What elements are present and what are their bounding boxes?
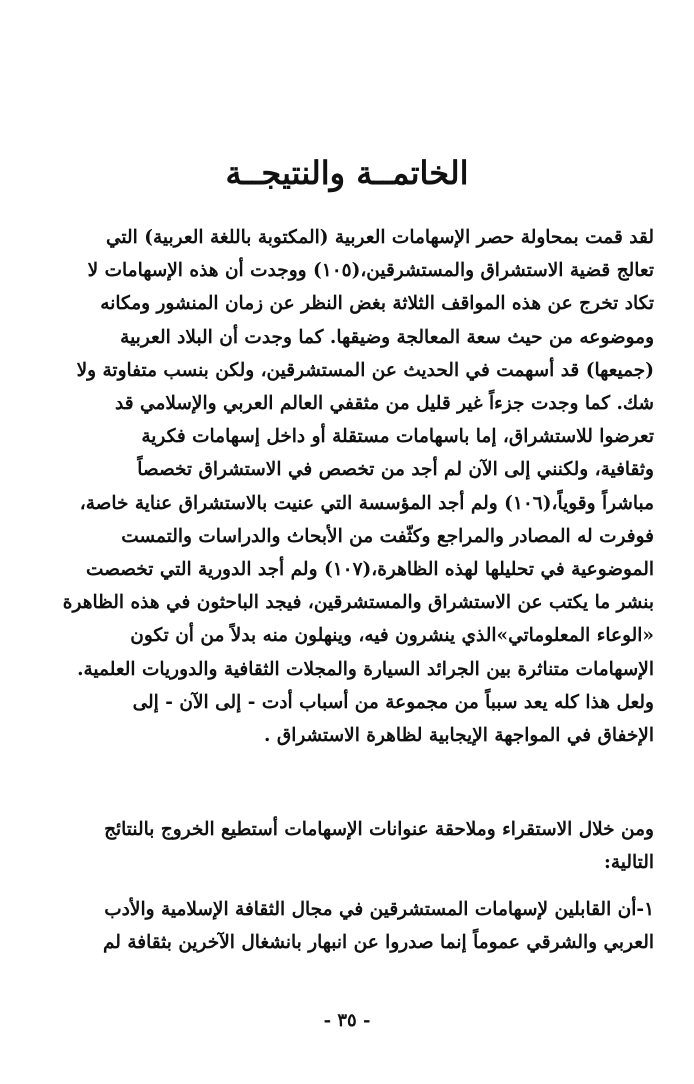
- text-line: «الوعاء المعلوماتي»الذي ينشرون فيه، وينهلون منه بدلاً من أن تكون: [130, 625, 654, 647]
- text-line: (جميعها) قد أسهمت في الحديث عن المستشرقين، ولكن بنسب متفاوتة ولا: [76, 359, 654, 381]
- text-line: ولعل هذا كله يعد سبباً من مجموعة من أسباب أدت - إلى الآن - إلى: [132, 691, 654, 713]
- text-line: تعالج قضية الاستشراق والمستشرقين،(١٠٥) ووجدت أن هذه الإسهامات لا: [87, 260, 654, 282]
- page-number: - ٣٥ -: [323, 1010, 371, 1031]
- page-title: الخاتمــة والنتيجــة: [225, 154, 469, 193]
- text-line: الإسهامات متناثرة بين الجرائد السيارة والمجلات الثقافية والدوريات العلمية.: [77, 658, 654, 680]
- text-line: شك. كما وجدت جزءاً غير قليل من مثقفي العالم العربي والإسلامي قد: [115, 393, 654, 415]
- text-line: تكاد تخرج عن هذه المواقف الثلاثة بغض النظر عن زمان المنشور ومكانه: [100, 293, 654, 315]
- paragraph-results-intro: [42, 813, 654, 879]
- text-line: الإخفاق في المواجهة الإيجابية لظاهرة الاستشراق .: [263, 725, 654, 747]
- text-line: بنشر ما يكتب عن الاستشراق والمستشرقين، فيجد الباحثون في هذه الظاهرة: [62, 592, 654, 614]
- text-line: التالية:: [604, 852, 654, 874]
- text-line: ١-أن القابلين لإسهامات المستشرقين في مجال الثقافة الإسلامية والأدب: [104, 899, 654, 920]
- text-line: لقد قمت بمحاولة حصر الإسهامات العربية (المكتوبة باللغة العربية) التي: [106, 227, 654, 248]
- text-line: تعرضوا للاستشراق، إما باسهامات مستقلة أو داخل إسهامات فكرية: [141, 426, 654, 448]
- paragraph-intro: [42, 221, 654, 752]
- paragraph-result-1: [42, 893, 654, 959]
- text-line: فوفرت له المصادر والمراجع وكثّفت من الأبحاث والدراسات والتمست: [121, 525, 654, 547]
- text-line: ومن خلال الاستقراء وملاحقة عنوانات الإسهامات أستطيع الخروج بالنتائج: [104, 819, 654, 840]
- text-line: وموضوعه من حيث سعة المعالجة وضيقها. كما وجدت أن البلاد العربية: [120, 326, 654, 348]
- text-line: مباشراً وقوياً،(١٠٦) ولم أجد المؤسسة التي عنيت بالاستشراق عناية خاصة،: [79, 492, 654, 514]
- text-line: العربي والشرقي عموماً إنما صدروا عن انبهار بانشغال الآخرين بثقافة لم: [103, 932, 654, 954]
- text-line: وثقافية، ولكنني إلى الآن لم أجد من تخصص في الاستشراق تخصصاً: [137, 459, 654, 481]
- text-line: الموضوعية في تحليلها لهذه الظاهرة،(١٠٧) ولم أجد الدورية التي تخصصت: [86, 559, 654, 581]
